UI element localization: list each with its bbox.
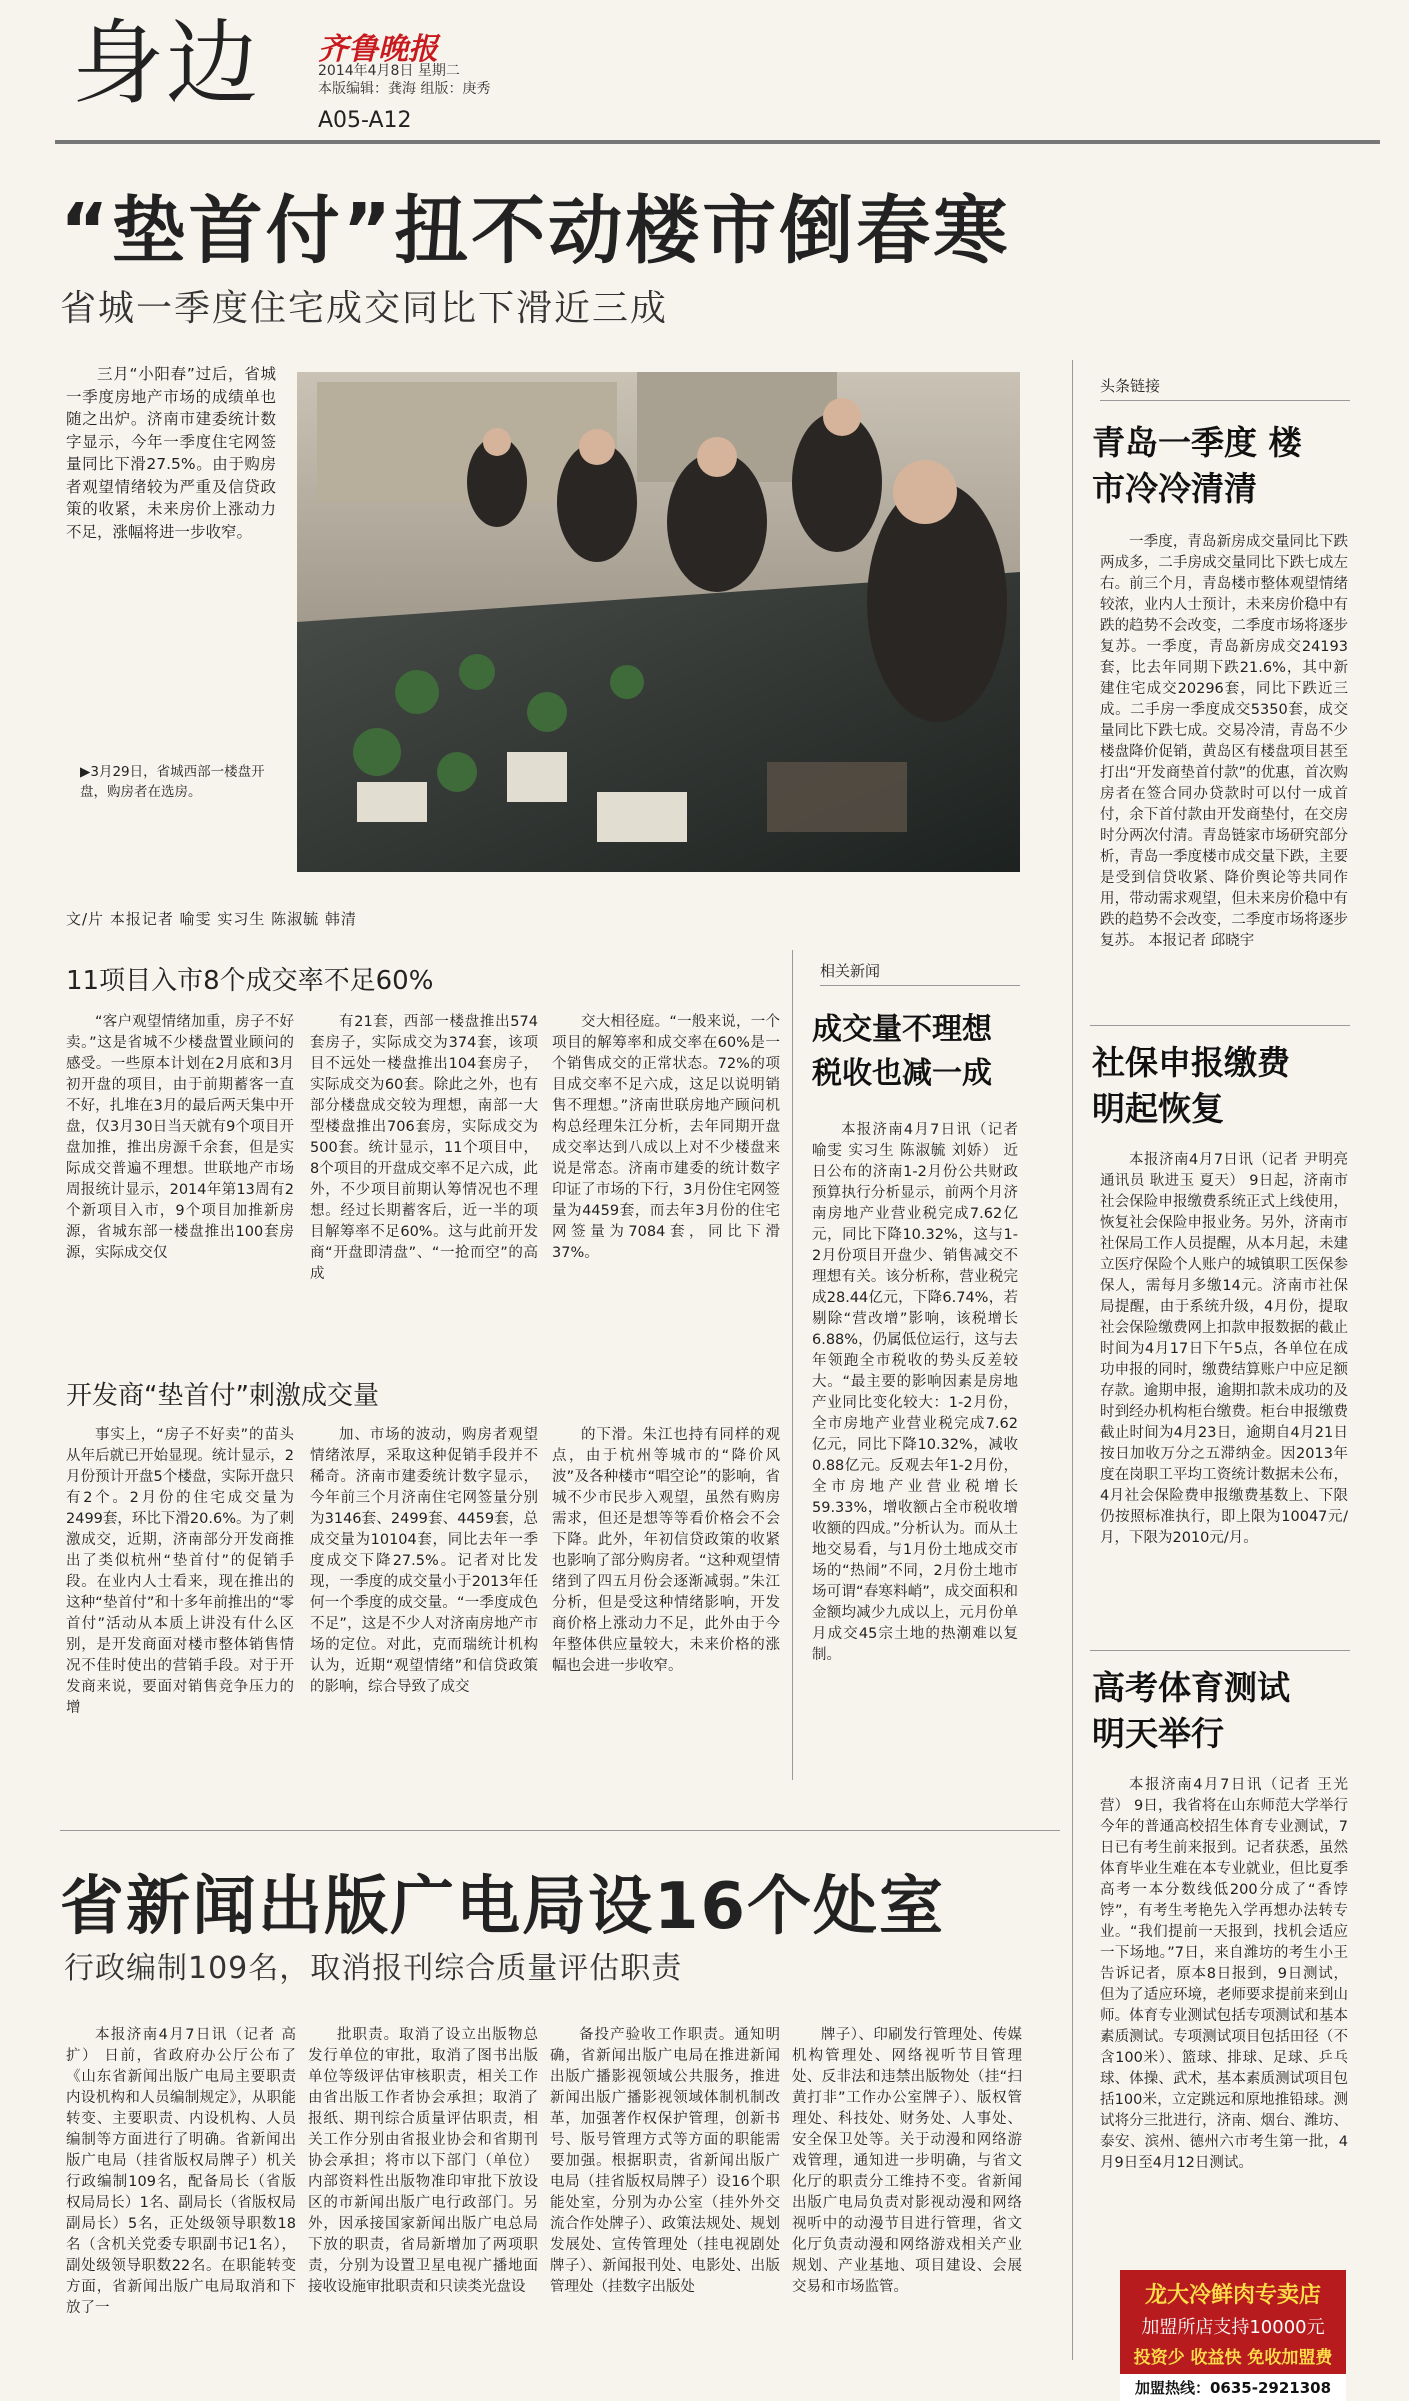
masthead-logo: 齐鲁晚报 [318, 32, 438, 67]
related-tag: 相关新闻 [820, 960, 1020, 986]
story2-col2: 批职责。取消了设立出版物总发行单位的审批，取消了图书出版单位等级评估审核职责，相关工作由省出版工作者协会承担；取消了报纸、期刊综合质量评估职责，相关工作分别由省报业协会和省期刊协会承担；将市以下部门（单位）内部资料性出版物准印审批下放设区的市新闻出版广电行政部门。另外，因承接国家新闻出版广电总局下放的职责，省局新增加了两项职责，分别为设置卫星电视广播地面接收设施审批职责和只读类光盘设 [308, 2027, 538, 2295]
issue-meta [318, 62, 490, 98]
editor-line: 本版编辑：龚海 组版：庚秀 [318, 81, 491, 97]
main-subhead: 省城一季度住宅成交同比下滑近三成 [60, 288, 669, 329]
story2-subhead: 行政编制109名，取消报刊综合质量评估职责 [64, 1951, 683, 1986]
advertisement[interactable] [1120, 2270, 1346, 2397]
sidebar-story1-body: 一季度，青岛新房成交量同比下跌两成多，二手房成交量同比下跌七成左右。前三个月，青岛楼市整体观望情绪较浓，业内人士预计，未来房价稳中有跌的趋势不会改变，二季度市场将逐步复苏。一季度，青岛新房成交24193套，比去年同期下跌21.6%，其中新建住宅成交20296套，同比下跌近三成。二手房一季度成交5350套，成交量同比下跌七成。交易冷清，青岛不少楼盘降价促销，黄岛区有楼盘项目甚至打出“开发商垫首付款”的优惠，首次购房者在签合同办贷款时可以付一成首付，余下首付款由开发商垫付，在交房时分两次付清。青岛链家市场研究部分析，青岛一季度楼市成交量下跌，主要是受到信贷收紧、降价舆论等共同作用，带动需求观望，但未来房价稳中有跌的趋势不会改变，二季度市场将逐步复苏。 本报记者 邱晓宇 [1100, 534, 1348, 949]
column-divider [792, 950, 793, 1780]
photo-caption: ▶3月29日，省城西部一楼盘开盘，购房者在选房。 [80, 764, 265, 800]
section-title: 身边 [72, 10, 261, 117]
story-divider [60, 1830, 1060, 1831]
section2-col1: 事实上，“房子不好卖”的苗头从年后就已开始显现。统计显示，2月份预计开盘5个楼盘，实际开盘只有2个。2月份的住宅成交量为2499套，环比下滑20.6%。为了刺激成交，近期，济南部分开发商推出了类似杭州“垫首付”的促销手段。在业内人士看来，现在推出的这种“垫首付”和十多年前推出的“零首付”活动从本质上讲没有什么区别，是开发商面对楼市整体销售情况不佳时使出的营销手段。对于开发商来说，要面对销售竞争压力的增 [66, 1427, 294, 1716]
main-headline: “垫首付”扭不动楼市倒春寒 [60, 188, 1011, 274]
sidebar-divider [1072, 360, 1073, 2360]
section1-col3: 交大相径庭。“一般来说，一个项目的解筹率和成交率在60%是一个销售成交的正常状态。72%的项目成交率不足六成，这足以说明销售不理想。”济南世联房地产顾问机构总经理朱江分析，去年同期开盘成交率达到八成以上对不少楼盘来说是常态。济南市建委的统计数字印证了市场的下行，3月份住宅网签量为4459套，而去年3月份的住宅网签量为7084套，同比下滑37%。 [552, 1014, 780, 1261]
related-title: 成交量不理想 税收也减一成 [812, 1012, 992, 1091]
header-rule [55, 140, 1380, 144]
related-body: 本报济南4月7日讯（记者 喻雯 实习生 陈淑毓 刘娇） 近日公布的济南1-2月份公共财政预算执行分析显示，前两个月济南房地产业营业税完成7.62亿元，同比下降10.32%，这与1-2月份项目开盘少、销售减交不理想有关。该分析称，营业税完成28.44亿元，下降6.74%，若剔除“营改增”影响，该税增长6.88%，仍属低位运行，这与去年领跑全市税收的势头反差较大。“最主要的影响因素是房地产业同比变化较大：1-2月份，全市房地产业营业税完成7.62亿元，同比下降10.32%，减收0.88亿元。反观去年1-2月份，全市房地产业营业税增长59.33%，增收额占全市税收增收额的四成。”分析认为。而从土地交易看，与1月份土地成交市场的“热闹”不同，2月份土地市场可谓“春寒料峭”，成交面积和金额均减少九成以上，元月份单月成交45宗土地的热潮难以复制。 [812, 1122, 1018, 1663]
sidebar-rule [1090, 1650, 1350, 1651]
sidebar-story3-title: 高考体育测试 明天举行 [1092, 1668, 1290, 1753]
story2-headline: 省新闻出版广电局设16个处室 [60, 1870, 946, 1944]
ad-hotline: 加盟热线：0635-2921308 [1120, 2374, 1346, 2401]
ad-title: 龙大冷鲜肉专卖店 [1144, 2283, 1321, 2308]
photo-illustration [297, 372, 1020, 872]
story2-col3: 备投产验收工作职责。通知明确，省新闻出版广电局在推进新闻出版广播影视领域公共服务，推进新闻出版广播影视领域体制机制改革，加强著作权保护管理，创新书号、版号管理方式等方面的职能需要加强。根据职责，省新闻出版广电局（挂省版权局牌子）设16个职能处室，分别为办公室（挂外外交流合作处牌子）、政策法规处、规划发展处、宣传管理处（挂电视剧处牌子）、新闻报刊处、电影处、出版管理处（挂数字出版处 [550, 2027, 780, 2295]
section2-col2: 加、市场的波动，购房者观望情绪浓厚，采取这种促销手段并不稀奇。济南市建委统计数字显示，今年前三个月济南住宅网签量分别为3146套、2499套、4459套，总成交量为10104套，同比去年一季度成交下降27.5%。记者对比发现，一季度的成交量小于2013年任何一个季度的成交量。“一季度成色不足”，这是不少人对济南房地产市场的定位。对此，克而瑞统计机构认为，近期“观望情绪”和信贷政策的影响，综合导致了成交 [310, 1427, 538, 1695]
sidebar-story2-body: 本报济南4月7日讯（记者 尹明亮 通讯员 耿进玉 夏天） 9日起，济南市社会保险申报缴费系统正式上线使用，恢复社会保险申报业务。另外，济南市社保局工作人员提醒，从本月起，未建立医疗保险个人账户的城镇职工医保参保人，需每月多缴14元。济南市社保局提醒，由于系统升级，4月份，提取社会保险缴费网上扣款申报数据的截止时间为4月17日下午5点，各单位在成功申报的同时，缴费结算账户中应足额存款。逾期申报，逾期扣款未成功的及时到经办机构柜台缴费。柜台申报缴费截止时间为4月23日，逾期自4月21日按日加收万分之五滞纳金。因2013年度在岗职工平均工资统计数据未公布，4月社会保险费申报缴费基数上、下限仍按照标准执行，即上限为10047元/月，下限为2010元/月。 [1100, 1152, 1348, 1546]
section2-title: 开发商“垫首付”刺激成交量 [66, 1381, 379, 1411]
ad-offer: 加盟所店支持10000元 [1141, 2317, 1325, 2338]
byline: 文/片 本报记者 喻雯 实习生 陈淑毓 韩清 [66, 910, 357, 928]
sidebar-story2-title: 社保申报缴费 明起恢复 [1092, 1043, 1290, 1128]
section1-title: 11项目入市8个成交率不足60% [66, 966, 434, 996]
news-photo [297, 372, 1020, 872]
section2-col3: 的下滑。朱江也持有同样的观点，由于杭州等城市的“降价风波”及各种楼市“唱空论”的影响，省城不少市民步入观望，虽然有购房需求，但还是想等等看价格会不会下降。此外，年初信贷政策的收紧也影响了部分购房者。“这种观望情绪到了四五月份会逐渐减弱。”朱江分析，但是受这种情绪影响，开发商价格上涨动力不足，此外由于今年整体供应量较大，未来价格的涨幅也会进一步收窄。 [552, 1427, 780, 1674]
page-range: A05-A12 [318, 108, 412, 133]
ad-slogan: 投资少 收益快 免收加盟费 [1133, 2348, 1333, 2368]
sidebar-rule [1090, 1025, 1350, 1026]
section1-col2: 有21套，西部一楼盘推出574套房子，实际成交为374套，该项目不远处一楼盘推出104套房子，实际成交为60套。除此之外，也有部分楼盘成交较为理想，南部一大型楼盘推出706套房，实际成交为500套。统计显示，11个项目中，8个项目的开盘成交率不足六成，此外，不少项目前期认筹情况也不理想。经过长期蓄客后，近一半的项目解筹率不足60%。这与此前开发商“开盘即清盘”、“一抢而空”的高成 [310, 1014, 538, 1282]
story2-col4: 牌子）、印刷发行管理处、传媒机构管理处、网络视听节目管理处、反非法和违禁出版物处（挂“扫黄打非”工作办公室牌子）、版权管理处、科技处、财务处、人事处、安全保卫处等。关于动漫和网络游戏管理，通知进一步明确，与省文化厅的职责分工维持不变。省新闻出版广电局负责对影视动漫和网络视听中的动漫节目进行管理，省文化厅负责动漫和网络游戏相关产业规划、产业基地、项目建设、会展交易和市场监管。 [792, 2027, 1022, 2295]
sidebar-story3-body: 本报济南4月7日讯（记者 王光营） 9日，我省将在山东师范大学举行今年的普通高校招生体育专业测试，7日已有考生前来报到。记者获悉，虽然体育毕业生难在本专业就业，但比夏季高考一本分数线低200分成了“香饽饽”，有考生考艳先入学再想办法转专业。“我们提前一天报到，找机会适应一下场地。”7日，来自潍坊的考生小王告诉记者，原本8日报到，9日测试，但为了适应环境，老师要求提前来到山师。体育专业测试包括专项测试和基本素质测试。专项测试项目包括田径（不含100米）、篮球、排球、足球、乒乓球、体操、武术，基本素质测试项目包括100米，立定跳远和原地推铅球。测试将分三批进行，济南、烟台、潍坊、泰安、滨州、德州六市考生第一批，4月9日至4月12日测试。 [1100, 1777, 1348, 2171]
sidebar-tag: 头条链接 [1100, 375, 1350, 401]
main-lead: 三月“小阳春”过后，省城一季度房地产市场的成绩单也随之出炉。济南市建委统计数字显示，今年一季度住宅网签量同比下滑27.5%。由于购房者观望情绪较为严重及信贷政策的收紧，未来房价上涨动力不足，涨幅将进一步收窄。 [66, 365, 276, 541]
story2-col1: 本报济南4月7日讯（记者 高扩） 日前，省政府办公厅公布了《山东省新闻出版广电局主要职责内设机构和人员编制规定》，从职能转变、主要职责、内设机构、人员编制等方面进行了明确。省新闻出版广电局（挂省版权局牌子）机关行政编制109名，配备局长（省版权局局长）1名、副局长（省版权局副局长）5名，正处级领导职数18名（含机关党委专职副书记1名），副处级领导职数22名。在职能转变方面，省新闻出版广电局取消和下放了一 [66, 2027, 296, 2316]
sidebar-story1-title: 青岛一季度 楼市冷冷清清 [1092, 423, 1302, 508]
section1-col1: “客户观望情绪加重，房子不好卖。”这是省城不少楼盘置业顾问的感受。一些原本计划在2月底和3月初开盘的项目，由于前期蓄客一直不好，扎堆在3月的最后两天集中开盘，仅3月30日当天就有9个项目开盘加推，推出房源千余套，但是实际成交普遍不理想。世联地产市场周报统计显示，2014年第13周有2个新项目入市，9个项目加推新房源，省城东部一楼盘推出100套房源，实际成交仅 [66, 1014, 294, 1261]
date-line: 2014年4月8日 星期二 [318, 63, 460, 79]
